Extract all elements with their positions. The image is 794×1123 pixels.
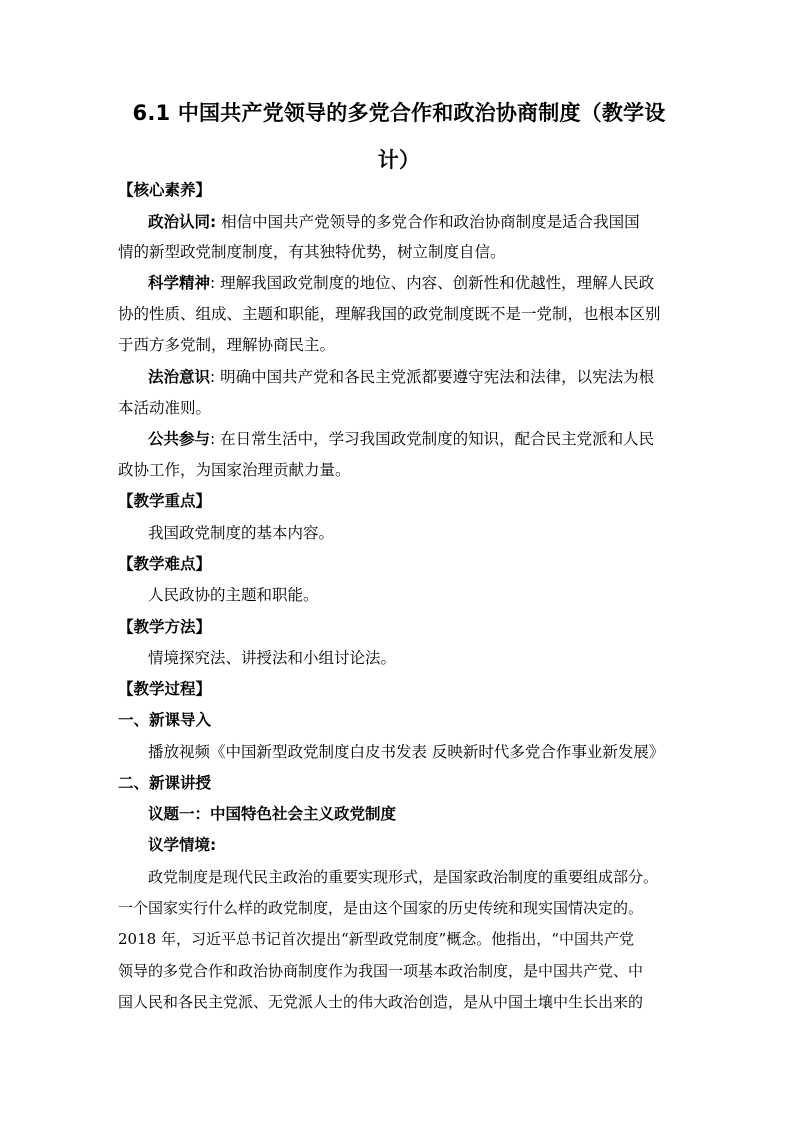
paragraph-line-2: 一个国家实行什么样的政党制度，是由这个国家的历史传统和现实国情决定的。: [118, 899, 644, 917]
paragraph-line-3: 2018 年，习近平总书记首次提出“新型政党制度”概念。他指出，“中国共产党: [118, 930, 634, 948]
topic1-heading: 议题一：中国特色社会主义政党制度: [148, 805, 397, 823]
methods-heading: 【教学方法】: [118, 618, 212, 636]
methods-text: 情境探究法、讲授法和小组讨论法。: [148, 649, 397, 667]
political-identity-line-2: 情的新型政党制度制度，有其独特优势，树立制度自信。: [118, 243, 506, 261]
public-participation-line-2: 政协工作，为国家治理贡献力量。: [118, 461, 351, 479]
scientific-spirit-label: 科学精神: [148, 274, 211, 292]
scientific-spirit-line-1: [148, 273, 680, 293]
key-points-heading: 【教学重点】: [118, 492, 212, 510]
scientific-spirit-text-1: : 理解我国政党制度的地位、内容、创新性和优越性，理解人民政: [210, 274, 655, 292]
rule-of-law-line-1: [148, 367, 680, 387]
difficult-points-text: 人民政协的主题和职能。: [148, 586, 319, 604]
section1-heading: 一、新课导入: [118, 711, 212, 729]
political-identity-label: 政治认同:: [148, 213, 217, 231]
situation-heading: 议学情境:: [148, 836, 217, 854]
political-identity-line-1: [148, 212, 680, 232]
paragraph-line-1: 政党制度是现代民主政治的重要实现形式，是国家政治制度的重要组成部分。: [148, 868, 659, 886]
section1-text: 播放视频《中国新型政党制度白皮书发表 反映新时代多党合作事业新发展》: [148, 743, 665, 761]
scientific-spirit-line-2: 协的性质、组成、主题和职能，理解我国的政党制度既不是一党制，也根本区别: [118, 305, 661, 323]
page-title: 6.1 中国共产党领导的多党合作和政治协商制度（教学设计）: [132, 101, 666, 172]
rule-of-law-label: 法治意识: [148, 368, 211, 386]
key-points-text: 我国政党制度的基本内容。: [148, 524, 335, 542]
scientific-spirit-line-3: 于西方多党制，理解协商民主。: [118, 336, 336, 354]
public-participation-line-1: [148, 429, 680, 449]
paragraph-line-4: 领导的多党合作和政治协商制度作为我国一项基本政治制度，是中国共产党、中: [118, 962, 644, 980]
process-heading: 【教学过程】: [118, 680, 212, 698]
paragraph-line-5: 国人民和各民主党派、无党派人士的伟大政治创造，是从中国土壤中生长出来的: [118, 993, 644, 1011]
public-participation-label: 公共参与: [148, 430, 211, 448]
rule-of-law-text-1: : 明确中国共产党和各民主党派都要遵守宪法和法律，以宪法为根: [210, 368, 655, 386]
rule-of-law-line-2: 本活动准则。: [118, 399, 212, 417]
core-literacy-heading: 【核心素养】: [118, 181, 212, 199]
political-identity-text-1: 相信中国共产党领导的多党合作和政治协商制度是适合我国国: [216, 213, 640, 231]
public-participation-text-1: : 在日常生活中，学习我国政党制度的知识，配合民主党派和人民: [210, 430, 655, 448]
difficult-points-heading: 【教学难点】: [118, 555, 212, 573]
section2-heading: 二、新课讲授: [118, 774, 212, 792]
